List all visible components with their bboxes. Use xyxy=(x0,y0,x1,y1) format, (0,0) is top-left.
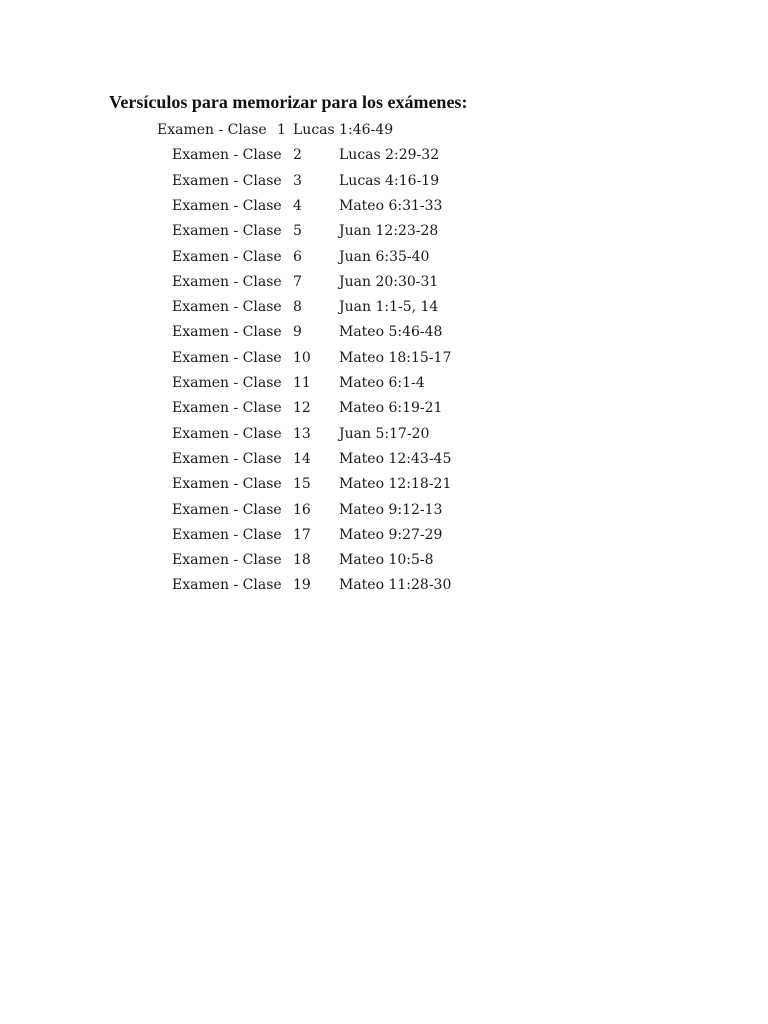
class-number: 12 xyxy=(293,400,311,416)
class-number: 17 xyxy=(293,527,311,543)
verse-reference: Mateo 18:15-17 xyxy=(339,350,452,366)
exam-class-label: Examen - Clase xyxy=(172,249,282,265)
exam-class-label: Examen - Clase xyxy=(172,451,282,467)
class-number: 10 xyxy=(293,350,311,366)
exam-class-label: Examen - Clase xyxy=(172,147,282,163)
class-number: 16 xyxy=(293,502,311,518)
exam-class-label: Examen - Clase xyxy=(172,426,282,442)
exam-class-label: Examen - Clase xyxy=(172,324,282,340)
class-number: 6 xyxy=(293,249,302,265)
exam-class-label: Examen - Clase xyxy=(172,577,282,593)
class-number: 15 xyxy=(293,476,311,492)
verse-reference: Juan 20:30-31 xyxy=(339,274,439,290)
class-number: 9 xyxy=(293,324,302,340)
verse-reference: Mateo 9:27-29 xyxy=(339,527,443,543)
class-number: 7 xyxy=(293,274,302,290)
verse-reference: Mateo 10:5-8 xyxy=(339,552,434,568)
class-number: 1 xyxy=(277,122,286,138)
exam-class-label: Examen - Clase xyxy=(172,476,282,492)
exam-class-label: Examen - Clase xyxy=(172,198,282,214)
exam-class-label: Examen - Clase xyxy=(172,552,282,568)
verse-reference: Juan 6:35-40 xyxy=(339,249,430,265)
exam-class-label: Examen - Clase xyxy=(172,400,282,416)
verse-reference: Juan 1:1-5, 14 xyxy=(339,299,439,315)
exam-class-label: Examen - Clase xyxy=(172,527,282,543)
verse-reference: Mateo 11:28-30 xyxy=(339,577,452,593)
exam-class-label: Examen - Clase xyxy=(172,350,282,366)
class-number: 2 xyxy=(293,147,302,163)
verse-reference: Mateo 6:1-4 xyxy=(339,375,425,391)
verse-reference: Lucas 1:46-49 xyxy=(293,122,394,138)
verse-reference: Lucas 2:29-32 xyxy=(339,147,440,163)
class-number: 4 xyxy=(293,198,302,214)
verse-reference: Juan 12:23-28 xyxy=(339,223,439,239)
exam-class-label: Examen - Clase xyxy=(172,223,282,239)
verse-reference: Mateo 12:43-45 xyxy=(339,451,452,467)
class-number: 8 xyxy=(293,299,302,315)
verse-reference: Mateo 5:46-48 xyxy=(339,324,443,340)
exam-class-label: Examen - Clase xyxy=(172,375,282,391)
class-number: 13 xyxy=(293,426,311,442)
exam-class-label: Examen - Clase xyxy=(157,122,267,138)
class-number: 19 xyxy=(293,577,311,593)
page-title: Versículos para memorizar para los exámenes: xyxy=(109,92,468,112)
verse-reference: Mateo 6:31-33 xyxy=(339,198,443,214)
verse-reference: Juan 5:17-20 xyxy=(339,426,430,442)
class-number: 18 xyxy=(293,552,311,568)
exam-class-label: Examen - Clase xyxy=(172,502,282,518)
verse-reference: Mateo 9:12-13 xyxy=(339,502,443,518)
exam-class-label: Examen - Clase xyxy=(172,173,282,189)
verse-reference: Mateo 6:19-21 xyxy=(339,400,443,416)
verse-reference: Mateo 12:18-21 xyxy=(339,476,452,492)
class-number: 3 xyxy=(293,173,302,189)
exam-class-label: Examen - Clase xyxy=(172,299,282,315)
verse-reference: Lucas 4:16-19 xyxy=(339,173,440,189)
exam-class-label: Examen - Clase xyxy=(172,274,282,290)
class-number: 14 xyxy=(293,451,311,467)
class-number: 11 xyxy=(293,375,311,391)
class-number: 5 xyxy=(293,223,302,239)
